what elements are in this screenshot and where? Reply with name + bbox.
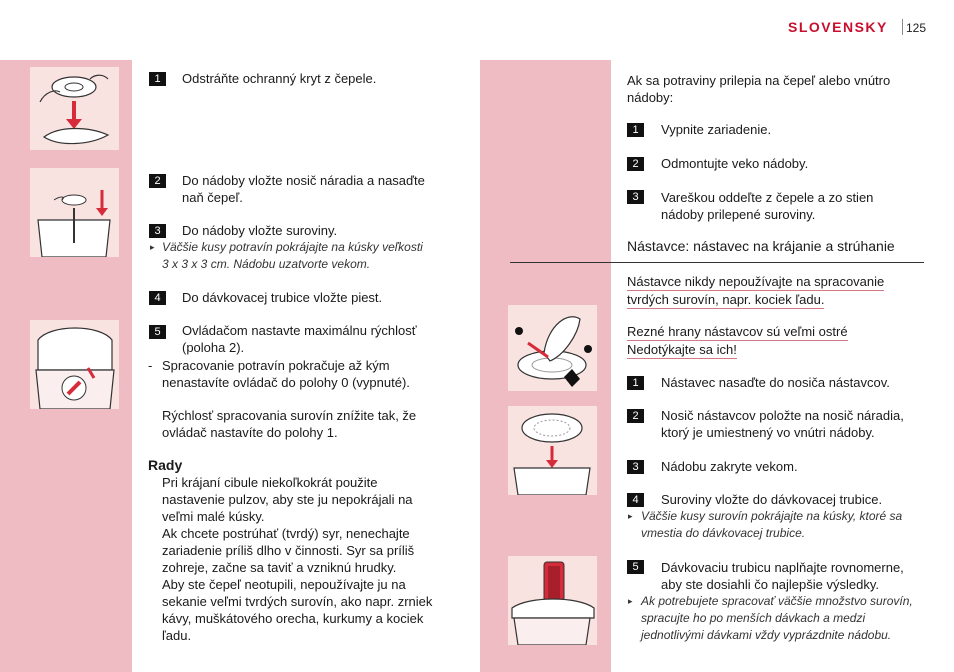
step-text: Odmontujte veko nádoby.: [661, 156, 809, 171]
tip-line: Ak chcete postrúhať (tvrdý) syr, nenechajte: [162, 526, 410, 541]
step-note: vmestia do dávkovacej trubice.: [641, 526, 806, 540]
step-text: naň čepeľ.: [182, 190, 243, 205]
speed-control-illustration: [30, 320, 119, 409]
step-text: Do nádoby vložte suroviny.: [182, 223, 338, 238]
blade-insertion-illustration: [30, 168, 119, 257]
step-number: 5: [627, 560, 644, 574]
dash-marker: -: [148, 358, 153, 373]
step-text: Nosič nástavcov položte na nosič náradia,: [661, 408, 904, 423]
tip-line: veľmi malé kúsky.: [162, 509, 265, 524]
intro-text: nádoby:: [627, 90, 674, 105]
step-note: nenastavíte ovládač do polohy 0 (vypnuté).: [162, 375, 410, 390]
step-number: 1: [627, 123, 644, 137]
step-text: Odstráňte ochranný kryt z čepele.: [182, 71, 377, 86]
step-number: 1: [627, 376, 644, 390]
tip-line: Aby ste čepeľ neotupili, nepoužívajte ju na: [162, 577, 406, 592]
step-text: Suroviny vložte do dávkovacej trubice.: [661, 492, 883, 507]
step-text: Nádobu zakryte vekom.: [661, 459, 798, 474]
step-number: 3: [627, 190, 644, 204]
tips-title: Rady: [148, 457, 183, 473]
disc-warning-illustration: [508, 305, 597, 391]
step-note: Väčšie kusy potravín pokrájajte na kúsky veľkosti: [162, 240, 423, 254]
step-text: (poloha 2).: [182, 340, 245, 355]
warning-text: [627, 341, 737, 358]
speed-note: ovládač nastavíte do polohy 1.: [162, 425, 338, 440]
step-number: 2: [149, 174, 166, 188]
tip-line: kávy, muškátového orecha, kurkumy a kociek: [162, 611, 424, 626]
tip-line: nastavenie pulzov, aby ste ju nepokrájali na: [162, 492, 413, 507]
language-title: SLOVENSKY: [788, 19, 888, 35]
step-text: nádoby prilepené suroviny.: [661, 207, 816, 222]
step-text: Vypnite zariadenie.: [661, 122, 772, 137]
step-note: Ak potrebujete spracovať väčšie množstvo surovín,: [641, 594, 913, 608]
bullet-arrow-icon: ▸: [150, 242, 155, 252]
disc-holder-illustration: [508, 406, 597, 495]
step-note: Spracovanie potravín pokračuje až kým: [162, 358, 390, 373]
step-note: 3 x 3 x 3 cm. Nádobu uzatvorte vekom.: [162, 257, 371, 271]
step-text: Dávkovaciu trubicu naplňajte rovnomerne,: [661, 560, 904, 575]
step-number: 3: [627, 460, 644, 474]
section-rule: [510, 262, 924, 263]
warning-line: Nástavce nikdy nepoužívajte na spracovanie: [627, 274, 885, 289]
speed-note: Rýchlosť spracovania surovín znížite tak, že: [162, 408, 417, 423]
tip-line: Pri krájaní cibule niekoľkokrát použite: [162, 475, 378, 490]
warning-text: [627, 273, 884, 290]
bullet-arrow-icon: ▸: [628, 596, 633, 606]
step-number: 5: [149, 325, 166, 339]
step-note: spracujte ho po menších dávkach a medzi: [641, 611, 866, 625]
step-note: Väčšie kusy surovín pokrájajte na kúsky, ktoré sa: [641, 509, 903, 523]
bullet-arrow-icon: ▸: [628, 511, 633, 521]
warning-line: Rezné hrany nástavcov sú veľmi ostré: [627, 324, 848, 339]
step-number: 4: [149, 291, 166, 305]
step-text: Do nádoby vložte nosič náradia a nasaďte: [182, 173, 425, 188]
header-divider: [902, 19, 903, 35]
step-text: aby ste dosiahli čo najlepšie výsledky.: [661, 577, 879, 592]
step-text: Ovládačom nastavte maximálnu rýchlosť: [182, 323, 417, 338]
tip-line: zariadenie príliš dlho v činnosti. Syr sa príliš: [162, 543, 415, 558]
warning-text: [627, 291, 824, 308]
section-title: Nástavce: nástavec na krájanie a strúhanie: [627, 238, 895, 254]
warning-line: tvrdých surovín, napr. kociek ľadu.: [627, 292, 825, 307]
step-number: 2: [627, 409, 644, 423]
step-number: 2: [627, 157, 644, 171]
warning-line: Nedotýkajte sa ich!: [627, 342, 737, 357]
intro-text: Ak sa potraviny prilepia na čepeľ alebo vnútro: [627, 73, 891, 88]
tip-line: sekanie veľmi tvrdých surovín, ako napr. zrniek: [162, 594, 433, 609]
warning-text: [627, 323, 848, 340]
step-text: Do dávkovacej trubice vložte piest.: [182, 290, 383, 305]
step-number: 1: [149, 72, 166, 86]
step-number: 3: [149, 224, 166, 238]
step-text: Nástavec nasaďte do nosiča nástavcov.: [661, 375, 890, 390]
blade-guard-removal-illustration: [30, 67, 119, 150]
food-pusher-illustration: [508, 556, 597, 645]
step-number: 4: [627, 493, 644, 507]
tip-line: ľadu.: [162, 628, 192, 643]
step-text: Vareškou oddeľte z čepele a zo stien: [661, 190, 874, 205]
page-number: 125: [906, 21, 927, 35]
tip-line: zohreje, začne sa taviť a vzniknú hrudky.: [162, 560, 397, 575]
step-text: ktorý je umiestnený vo vnútri nádoby.: [661, 425, 875, 440]
step-note: jednotlivými dávkami vždy vyprázdnite nádobu.: [641, 628, 892, 642]
